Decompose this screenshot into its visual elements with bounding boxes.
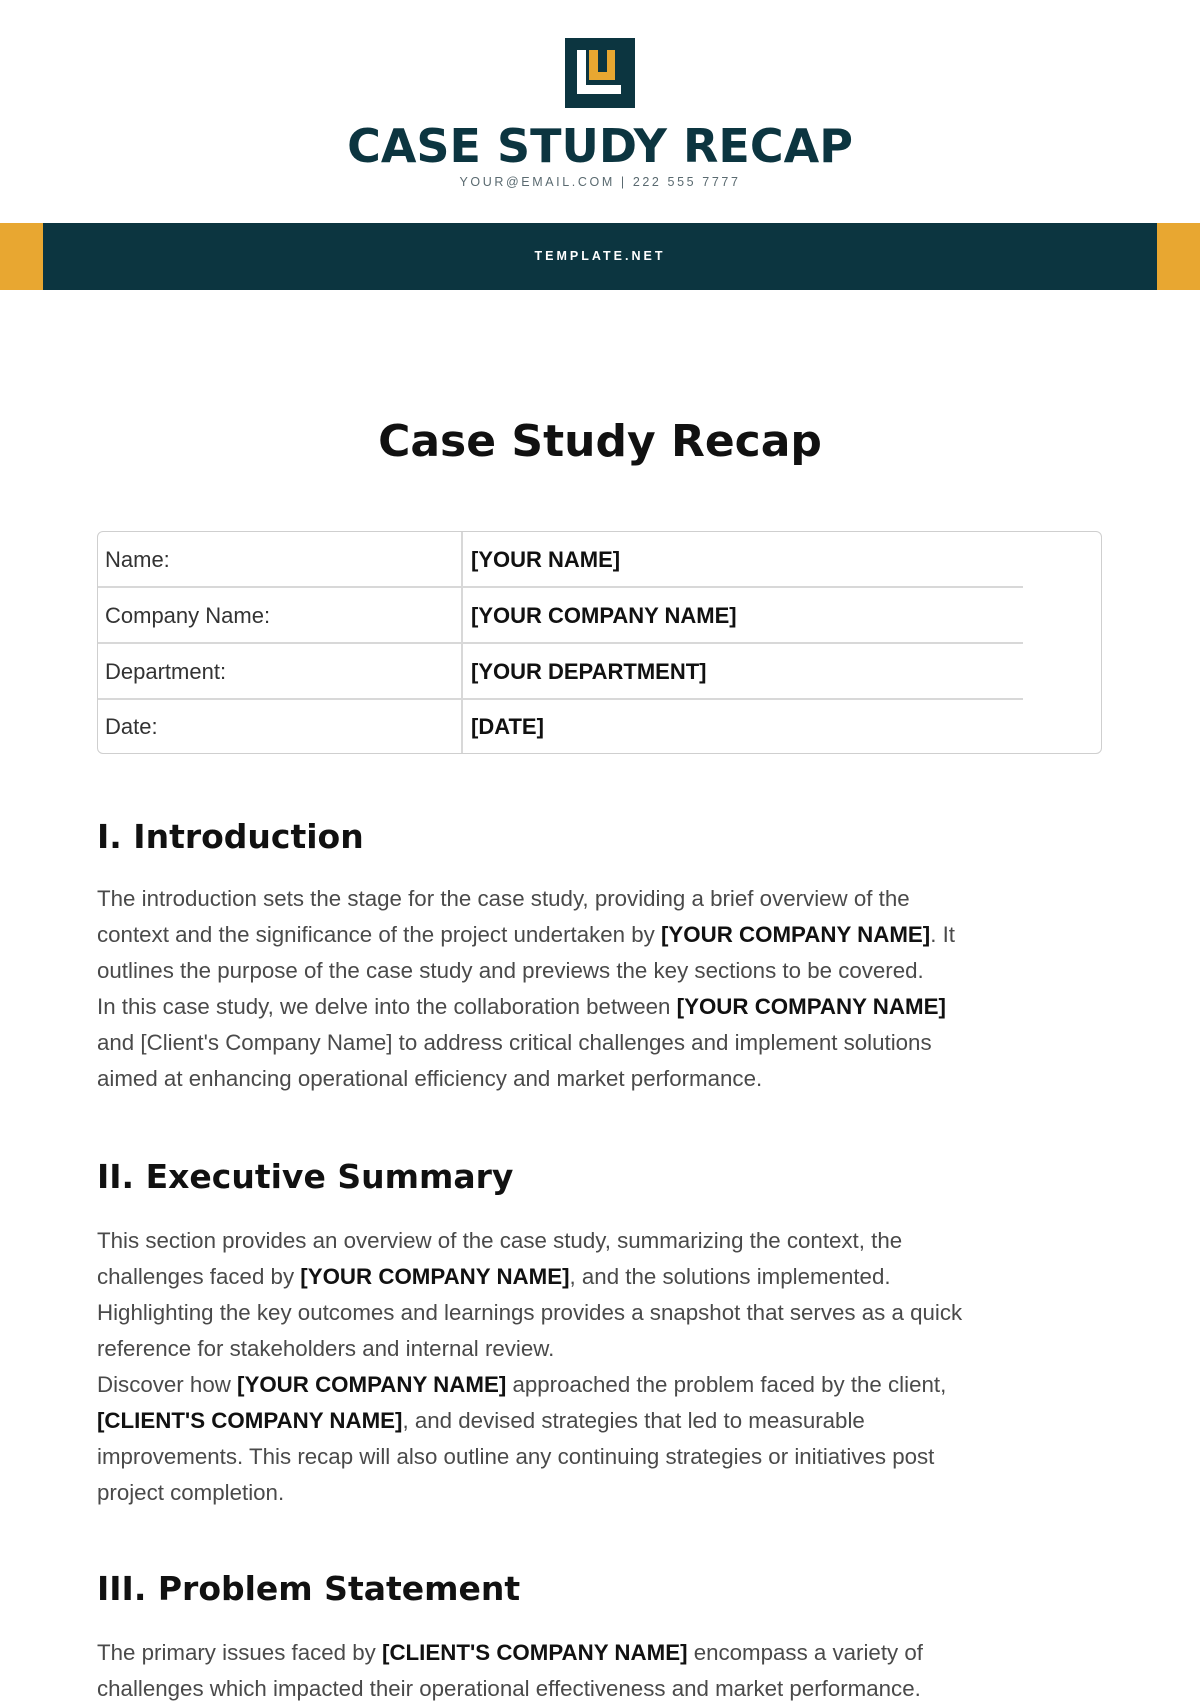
info-value: [YOUR COMPANY NAME] xyxy=(471,603,737,628)
bold-text: [YOUR COMPANY NAME] xyxy=(660,922,931,947)
info-label: Department: xyxy=(105,659,227,684)
header-band xyxy=(43,223,1157,290)
text-span: The primary issues faced by xyxy=(97,1640,383,1665)
table-row xyxy=(98,644,1101,699)
bold-text: [YOUR COMPANY NAME] xyxy=(300,1264,570,1289)
text-line: and [Client's Company Name] to address critical challenges and implement solutions xyxy=(97,1030,932,1055)
info-value: [YOUR DEPARTMENT] xyxy=(471,659,707,684)
text-span: . It xyxy=(930,922,955,947)
section-heading-introduction: I. Introduction xyxy=(97,817,364,856)
band-text: TEMPLATE.NET xyxy=(534,249,666,263)
text-line: project completion. xyxy=(97,1480,285,1505)
text-span: , and devised strategies that led to measurable xyxy=(402,1408,865,1433)
section-heading-executive-summary: II. Executive Summary xyxy=(97,1157,514,1196)
text-span: challenges faced by xyxy=(97,1264,301,1289)
band-accent-left xyxy=(0,223,43,290)
text-span: Discover how xyxy=(97,1372,238,1397)
text-line xyxy=(97,1403,1107,1439)
info-value: [YOUR NAME] xyxy=(471,547,621,572)
section-heading-problem-statement: III. Problem Statement xyxy=(97,1569,521,1608)
text-span: In this case study, we delve into the collaboration between xyxy=(97,994,677,1019)
info-label: Name: xyxy=(105,547,170,572)
info-label: Company Name: xyxy=(105,603,271,628)
text-line: Highlighting the key outcomes and learnings provides a snapshot that serves as a quick xyxy=(97,1300,963,1325)
text-line: improvements. This recap will also outline any continuing strategies or initiatives post xyxy=(97,1444,935,1469)
text-line: outlines the purpose of the case study and previews the key sections to be covered. xyxy=(97,958,924,983)
info-value: [DATE] xyxy=(471,714,544,739)
text-line: challenges which impacted their operational effectiveness and market performance. xyxy=(97,1676,921,1701)
info-table xyxy=(97,531,1102,754)
text-span: context and the significance of the project undertaken by xyxy=(97,922,661,947)
text-span: encompass a variety of xyxy=(687,1640,923,1665)
text-line xyxy=(97,1635,1107,1671)
bold-text: [CLIENT'S COMPANY NAME] xyxy=(382,1640,688,1665)
text-span: , and the solutions implemented. xyxy=(569,1264,891,1289)
text-line: reference for stakeholders and internal review. xyxy=(97,1336,555,1361)
bold-text: [YOUR COMPANY NAME] xyxy=(676,994,946,1019)
text-line xyxy=(97,917,1107,953)
text-line: This section provides an overview of the case study, summarizing the context, the xyxy=(97,1228,903,1253)
logo-mark-icon xyxy=(565,38,635,108)
info-label: Date: xyxy=(105,714,158,739)
text-line xyxy=(97,1367,1107,1403)
table-row xyxy=(98,532,1101,587)
problem-statement-paragraph xyxy=(97,1635,1107,1707)
table-row xyxy=(98,588,1101,643)
text-span: approached the problem faced by the client, xyxy=(506,1372,947,1397)
table-row xyxy=(98,699,1101,754)
bold-text: [YOUR COMPANY NAME] xyxy=(237,1372,507,1397)
bold-text: [CLIENT'S COMPANY NAME] xyxy=(97,1408,403,1433)
page-title: Case Study Recap xyxy=(378,416,822,467)
introduction-paragraph xyxy=(97,881,1107,1097)
logo xyxy=(565,38,635,108)
text-line xyxy=(97,989,1107,1025)
text-line xyxy=(97,1259,1107,1295)
text-line: The introduction sets the stage for the case study, providing a brief overview of the xyxy=(97,886,910,911)
header-title: CASE STUDY RECAP xyxy=(347,119,853,173)
band-accent-right xyxy=(1157,223,1200,290)
text-line: aimed at enhancing operational efficiency and market performance. xyxy=(97,1066,763,1091)
header-contact: YOUR@EMAIL.COM | 222 555 7777 xyxy=(459,175,741,189)
executive-summary-paragraph xyxy=(97,1223,1107,1511)
